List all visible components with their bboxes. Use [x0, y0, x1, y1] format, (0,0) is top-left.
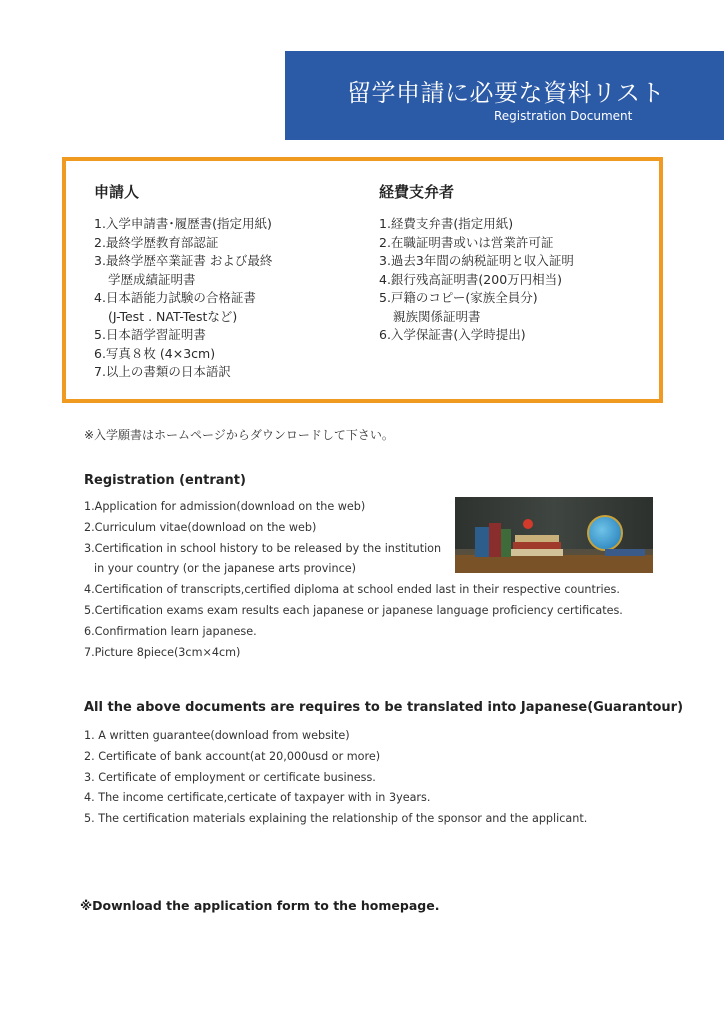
list-item: 2.在職証明書或いは営業許可証 [379, 234, 554, 250]
list-item: 1.入学申請書･履歴書(指定用紙) [94, 216, 272, 231]
list-item: 4.銀行残高証明書(200万円相当) [379, 271, 563, 287]
list-item: (J-Test . NAT-Testなど) [108, 308, 238, 324]
list-item: 1. A written guarantee(download from website) [84, 729, 350, 742]
list-item: 1.Application for admission(download on the web) [84, 500, 366, 513]
list-item: 3.過去3年間の納税証明と収入証明 [379, 253, 574, 268]
list-item: 3.Certification in school history to be released by the institution [84, 541, 442, 555]
list-item: 2.Curriculum vitae(download on the web) [84, 520, 317, 534]
list-item: 1.経費支弁書(指定用紙) [379, 216, 514, 231]
guarantor-heading: All the above documents are requires to be translated into Japanese(Guarantour) [84, 700, 684, 715]
list-item: 3.最終学歴卒業証書 および最終 [94, 253, 273, 268]
book-icon [475, 527, 489, 557]
list-item: 6.写真８枚 (4×3cm) [94, 345, 216, 361]
wooden-table [455, 555, 653, 573]
list-item: 学歴成績証明書 [108, 271, 196, 287]
applicant-list [94, 215, 364, 382]
list-item: 2. Certificate of bank account(at 20,000usd or more) [84, 749, 381, 763]
requirements-box [62, 157, 663, 403]
list-item: 5.日本語学習証明書 [94, 327, 206, 342]
list-item: 3. Certificate of employment or certificate business. [84, 770, 376, 784]
book-icon [489, 523, 501, 557]
applicant-column [94, 181, 364, 382]
list-item: 2.最終学歴教育部認証 [94, 234, 219, 250]
registration-heading: Registration (entrant) [84, 473, 246, 488]
download-note-en: ※Download the application form to the homepage. [80, 898, 440, 913]
list-item: 7.以上の書類の日本語訳 [94, 364, 231, 379]
sponsor-list [379, 215, 649, 345]
guarantor-list [84, 726, 587, 830]
list-item: 6.Confirmation learn japanese. [84, 624, 257, 638]
page-subtitle: Registration Document [494, 109, 633, 123]
list-item: 4. The income certificate,certicate of taxpayer with in 3years. [84, 791, 431, 805]
list-item: 4.日本語能力試験の合格証書 [94, 290, 256, 305]
applicant-heading: 申請人 [94, 183, 140, 201]
download-note-jp: ※入学願書はホームページからダウンロードして下さい。 [84, 428, 394, 442]
book-icon [501, 529, 511, 557]
page-title: 留学申請に必要な資料リスト [347, 79, 666, 107]
books-globe-photo [455, 497, 653, 573]
globe-icon [587, 515, 623, 551]
list-item: in your country (or the japanese arts province) [94, 562, 356, 576]
header-band [285, 51, 724, 140]
list-item: 親族関係証明書 [393, 308, 481, 324]
book-icon [515, 535, 559, 542]
book-icon [513, 542, 561, 549]
list-item: 7.Picture 8piece(3cm×4cm) [84, 645, 241, 659]
book-icon [511, 549, 563, 556]
list-item: 5.Certification exams exam results each japanese or japanese language proficiency certificates. [84, 603, 623, 617]
sponsor-heading: 経費支弁者 [379, 183, 455, 201]
list-item: 5.戸籍のコピー(家族全員分) [379, 290, 538, 305]
apple-icon [523, 519, 533, 529]
list-item: 4.Certification of transcripts,certified diploma at school ended last in their respective countries. [84, 583, 620, 597]
list-item: 6.入学保証書(入学時提出) [379, 327, 526, 342]
list-item: 5. The certification materials explaining the relationship of the sponsor and the applicant. [84, 812, 588, 826]
sponsor-column [379, 181, 649, 345]
book-icon [605, 549, 645, 556]
